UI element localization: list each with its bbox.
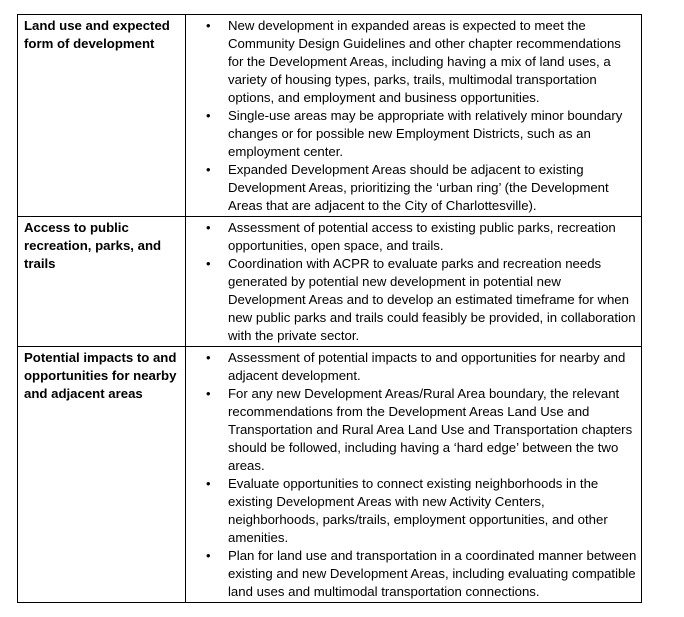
bullet-list [192,219,637,345]
list-item: • Coordination with ACPR to evaluate parks and recreation needs generated by potential new development in potential new Development Areas and to develop an estimated timeframe for when new public parks and trails could feasibly be provided, in collaboration with the private sector. [192,255,637,345]
list-item: • Expanded Development Areas should be adjacent to existing Development Areas, prioritizing the ‘urban ring’ (the Development Areas that are adjacent to the City of Charlottesville). [192,161,637,215]
list-item: • New development in expanded areas is expected to meet the Community Design Guidelines and other chapter recommendations for the Development Areas, including having a mix of land uses, a variety of housing types, parks, trails, multimodal transportation options, and employment and business opportunities. [192,17,637,107]
table-row [18,15,642,217]
criteria-table [17,14,642,603]
table-row [18,217,642,347]
row-content [186,347,642,603]
list-item: • Assessment of potential access to existing public parks, recreation opportunities, open space, and trails. [192,219,637,255]
bullet-list [192,349,637,601]
list-item: • Assessment of potential impacts to and opportunities for nearby and adjacent development. [192,349,637,385]
bullet-list [192,17,637,215]
list-item: • For any new Development Areas/Rural Area boundary, the relevant recommendations from the Development Areas Land Use and Transportation and Rural Area Land Use and Transportation chapters should be followed, including having a ‘hard edge’ between the two areas. [192,385,637,475]
list-item: • Evaluate opportunities to connect existing neighborhoods in the existing Development Areas with new Activity Centers, neighborhoods, parks/trails, employment opportunities, and other amenities. [192,475,637,547]
list-item: • Single-use areas may be appropriate with relatively minor boundary changes or for possible new Employment Districts, such as an employment center. [192,107,637,161]
table-row [18,347,642,603]
row-content [186,15,642,217]
row-content [186,217,642,347]
row-label: Land use and expected form of development [18,15,186,217]
row-label: Access to public recreation, parks, and trails [18,217,186,347]
row-label: Potential impacts to and opportunities for nearby and adjacent areas [18,347,186,603]
list-item: • Plan for land use and transportation in a coordinated manner between existing and new Development Areas, including evaluating compatible land uses and multimodal transportation connections. [192,547,637,601]
